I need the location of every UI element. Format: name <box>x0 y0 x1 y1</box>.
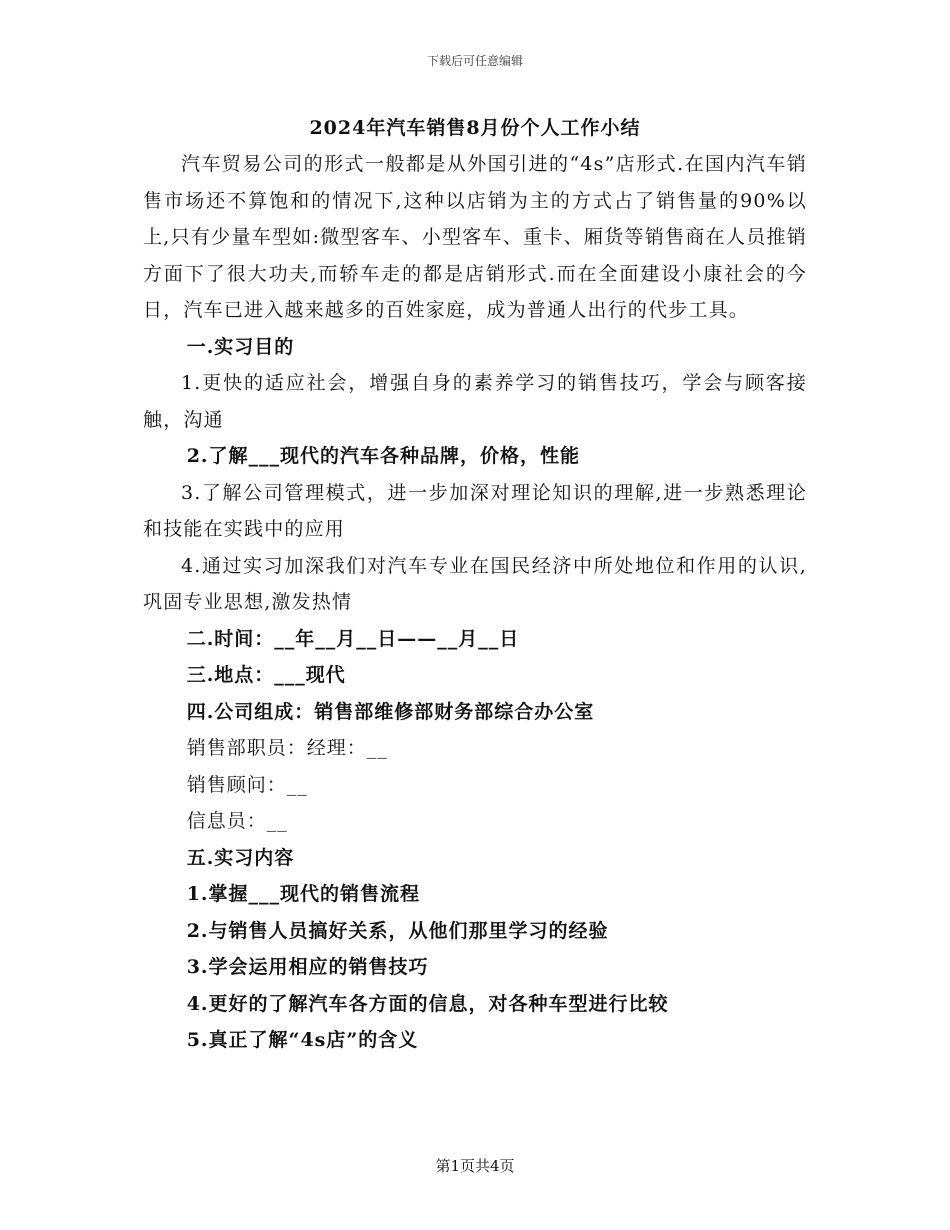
section-4-heading: 四.公司组成：销售部维修部财务部综合办公室 <box>186 700 595 723</box>
staff-line-information-officer: 信息员：__ <box>186 810 288 832</box>
section-1-heading: 一.实习目的 <box>186 335 295 358</box>
staff-line-sales-dept: 销售部职员：经理：__ <box>186 737 388 759</box>
section-5-heading: 五.实习内容 <box>186 846 295 869</box>
header-note: 下载后可任意编辑 <box>426 54 523 68</box>
section-1-item-2: 2.了解___现代的汽车各种品牌，价格，性能 <box>186 445 581 467</box>
section-1-item-3: 3.了解公司管理模式，进一步加深对理论知识的理解,进一步熟悉理论和技能在实践中的应用 <box>143 481 807 540</box>
section-5-item-5: 5.真正了解“4s店”的含义 <box>186 1029 419 1051</box>
intro-paragraph: 汽车贸易公司的形式一般都是从外国引进的“4s”店形式.在国内汽车销售市场还不算饱和的情况下,这种以店销为主的方式占了销售量的90%以上,只有少量车型如:微型客车、小型客车、重卡、厢货等销售商在人员推销方面下了很大功夫,而轿车走的都是店销形式.而在全面建设小康社会的今日，汽车已进入越来越多的百姓家庭，成为普通人出行的代步工具。 <box>143 153 807 321</box>
section-1-item-1: 1.更快的适应社会，增强自身的素养学习的销售技巧，学会与顾客接触，沟通 <box>143 372 807 431</box>
section-5-item-2: 2.与销售人员搞好关系，从他们那里学习的经验 <box>186 919 609 942</box>
section-2-time: 二.时间：__年__月__日——__月__日 <box>186 627 520 650</box>
page-number-footer: 第1页共4页 <box>435 1157 515 1175</box>
document-title: 2024年汽车销售8月份个人工作小结 <box>309 117 641 139</box>
section-1-item-4: 4.通过实习加深我们对汽车专业在国民经济中所处地位和作用的认识,巩固专业思想,激发热情 <box>143 554 807 613</box>
section-5-item-4: 4.更好的了解汽车各方面的信息，对各种车型进行比较 <box>186 992 669 1015</box>
section-3-location: 三.地点：___现代 <box>186 664 346 686</box>
section-5-item-1: 1.掌握___现代的销售流程 <box>186 883 421 905</box>
staff-line-sales-consultant: 销售顾问：__ <box>186 773 308 796</box>
document-body <box>143 146 807 1059</box>
section-5-item-3: 3.学会运用相应的销售技巧 <box>186 956 429 978</box>
